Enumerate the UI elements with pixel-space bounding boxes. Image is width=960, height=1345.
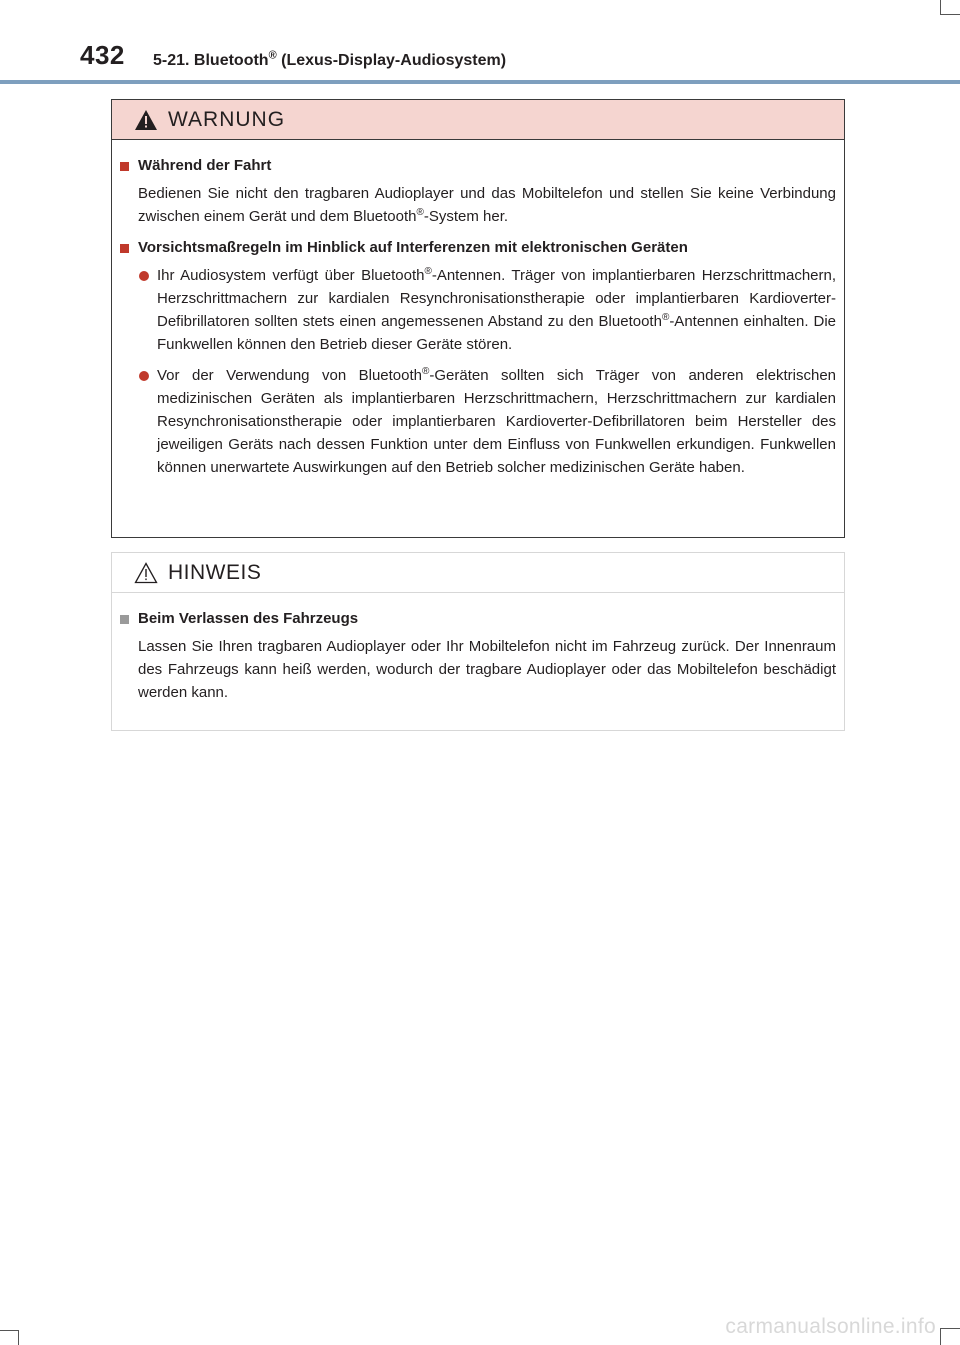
warning-title: WARNUNG [168, 107, 286, 131]
heading-text: Beim Verlassen des Fahrzeugs [138, 610, 359, 627]
page-number: 432 [80, 40, 125, 70]
warning-body [112, 140, 844, 479]
square-bullet-icon [120, 244, 129, 253]
text-run: -Geräten sollten sich Träger von anderen elektrischen medizinischen Geräten als implantierbaren Herzschrittmachern, Herzschrittmachern zur kardialen Resynchronisationstherapie oder implantierbaren Kardioverter-Defibrillatoren beim Hersteller des jeweiligen Geräts nach dessen Funktion unter dem Einfluss von Funkwellen erkundigen. Funkwellen können unerwartete Auswirkungen auf den Betrieb solcher medizinischen Geräte haben. [157, 367, 837, 476]
registered-mark: ® [268, 49, 277, 62]
warning-box [111, 99, 845, 538]
text-run: Bedienen Sie nicht den tragbaren Audioplayer und das Mobiltelefon und stellen Sie keine Verbindung zwischen einem Gerät und dem Bluetooth [138, 185, 836, 225]
crop-mark [940, 1328, 941, 1345]
warning-text-driving [120, 182, 836, 228]
list-item [120, 264, 836, 356]
heading-text: Vorsichtsmaßregeln im Hinblick auf Interferenzen mit elektronischen Geräten [138, 239, 688, 256]
notice-header [112, 553, 844, 593]
crop-mark [18, 1330, 19, 1345]
notice-body [112, 593, 844, 704]
notice-box [111, 552, 845, 731]
round-bullet-icon [139, 371, 149, 381]
list-item [120, 364, 836, 479]
notice-title: HINWEIS [168, 560, 262, 584]
square-bullet-icon [120, 615, 129, 624]
registered-mark: ® [424, 266, 432, 277]
registered-mark: ® [422, 366, 430, 377]
text-run: Ihr Audiosystem verfügt über Bluetooth [157, 267, 425, 284]
notice-text: Lassen Sie Ihren tragbaren Audioplayer oder Ihr Mobiltelefon nicht im Fahrzeug zurück. Der Innenraum des Fahrzeugs kann heiß werden, wodurch der tragbare Audioplayer oder das Mobiltelefon beschädigt werden kann. [138, 638, 836, 701]
square-bullet-icon [120, 162, 129, 171]
text-run: -Antennen. Träger von implantierbaren Herzschrittmachern, Herzschrittmachern zur kardialen Resynchronisationstherapie oder implantierbaren Kardioverter-Defibrillatoren sollten stets einen angemessenen Abstand zu den Bluetooth [157, 267, 837, 330]
section-title-suffix: (Lexus-Display-Audiosystem) [276, 52, 507, 69]
watermark: carmanualsonline.info [725, 1315, 936, 1338]
registered-mark: ® [661, 312, 670, 323]
section-title-prefix: 5-21. Bluetooth [153, 52, 269, 69]
text-run: -Antennen einhalten. Die Funkwellen können den Betrieb dieser Geräte stören. [157, 313, 836, 353]
section-title [153, 49, 507, 70]
warning-heading-driving [120, 156, 836, 176]
round-bullet-icon [139, 271, 149, 281]
warning-heading-interference [120, 238, 836, 258]
warning-triangle-icon [134, 109, 158, 131]
text-run: Vor der Verwendung von Bluetooth [157, 367, 423, 384]
crop-mark [0, 1330, 18, 1331]
crop-mark [940, 1328, 960, 1329]
heading-text: Während der Fahrt [138, 157, 272, 174]
caution-triangle-icon [134, 562, 158, 584]
header-rule [0, 80, 960, 84]
page-header [0, 0, 960, 84]
notice-heading [120, 609, 836, 629]
text-run: -System her. [423, 208, 509, 225]
warning-header [112, 100, 844, 140]
registered-mark: ® [416, 207, 424, 218]
